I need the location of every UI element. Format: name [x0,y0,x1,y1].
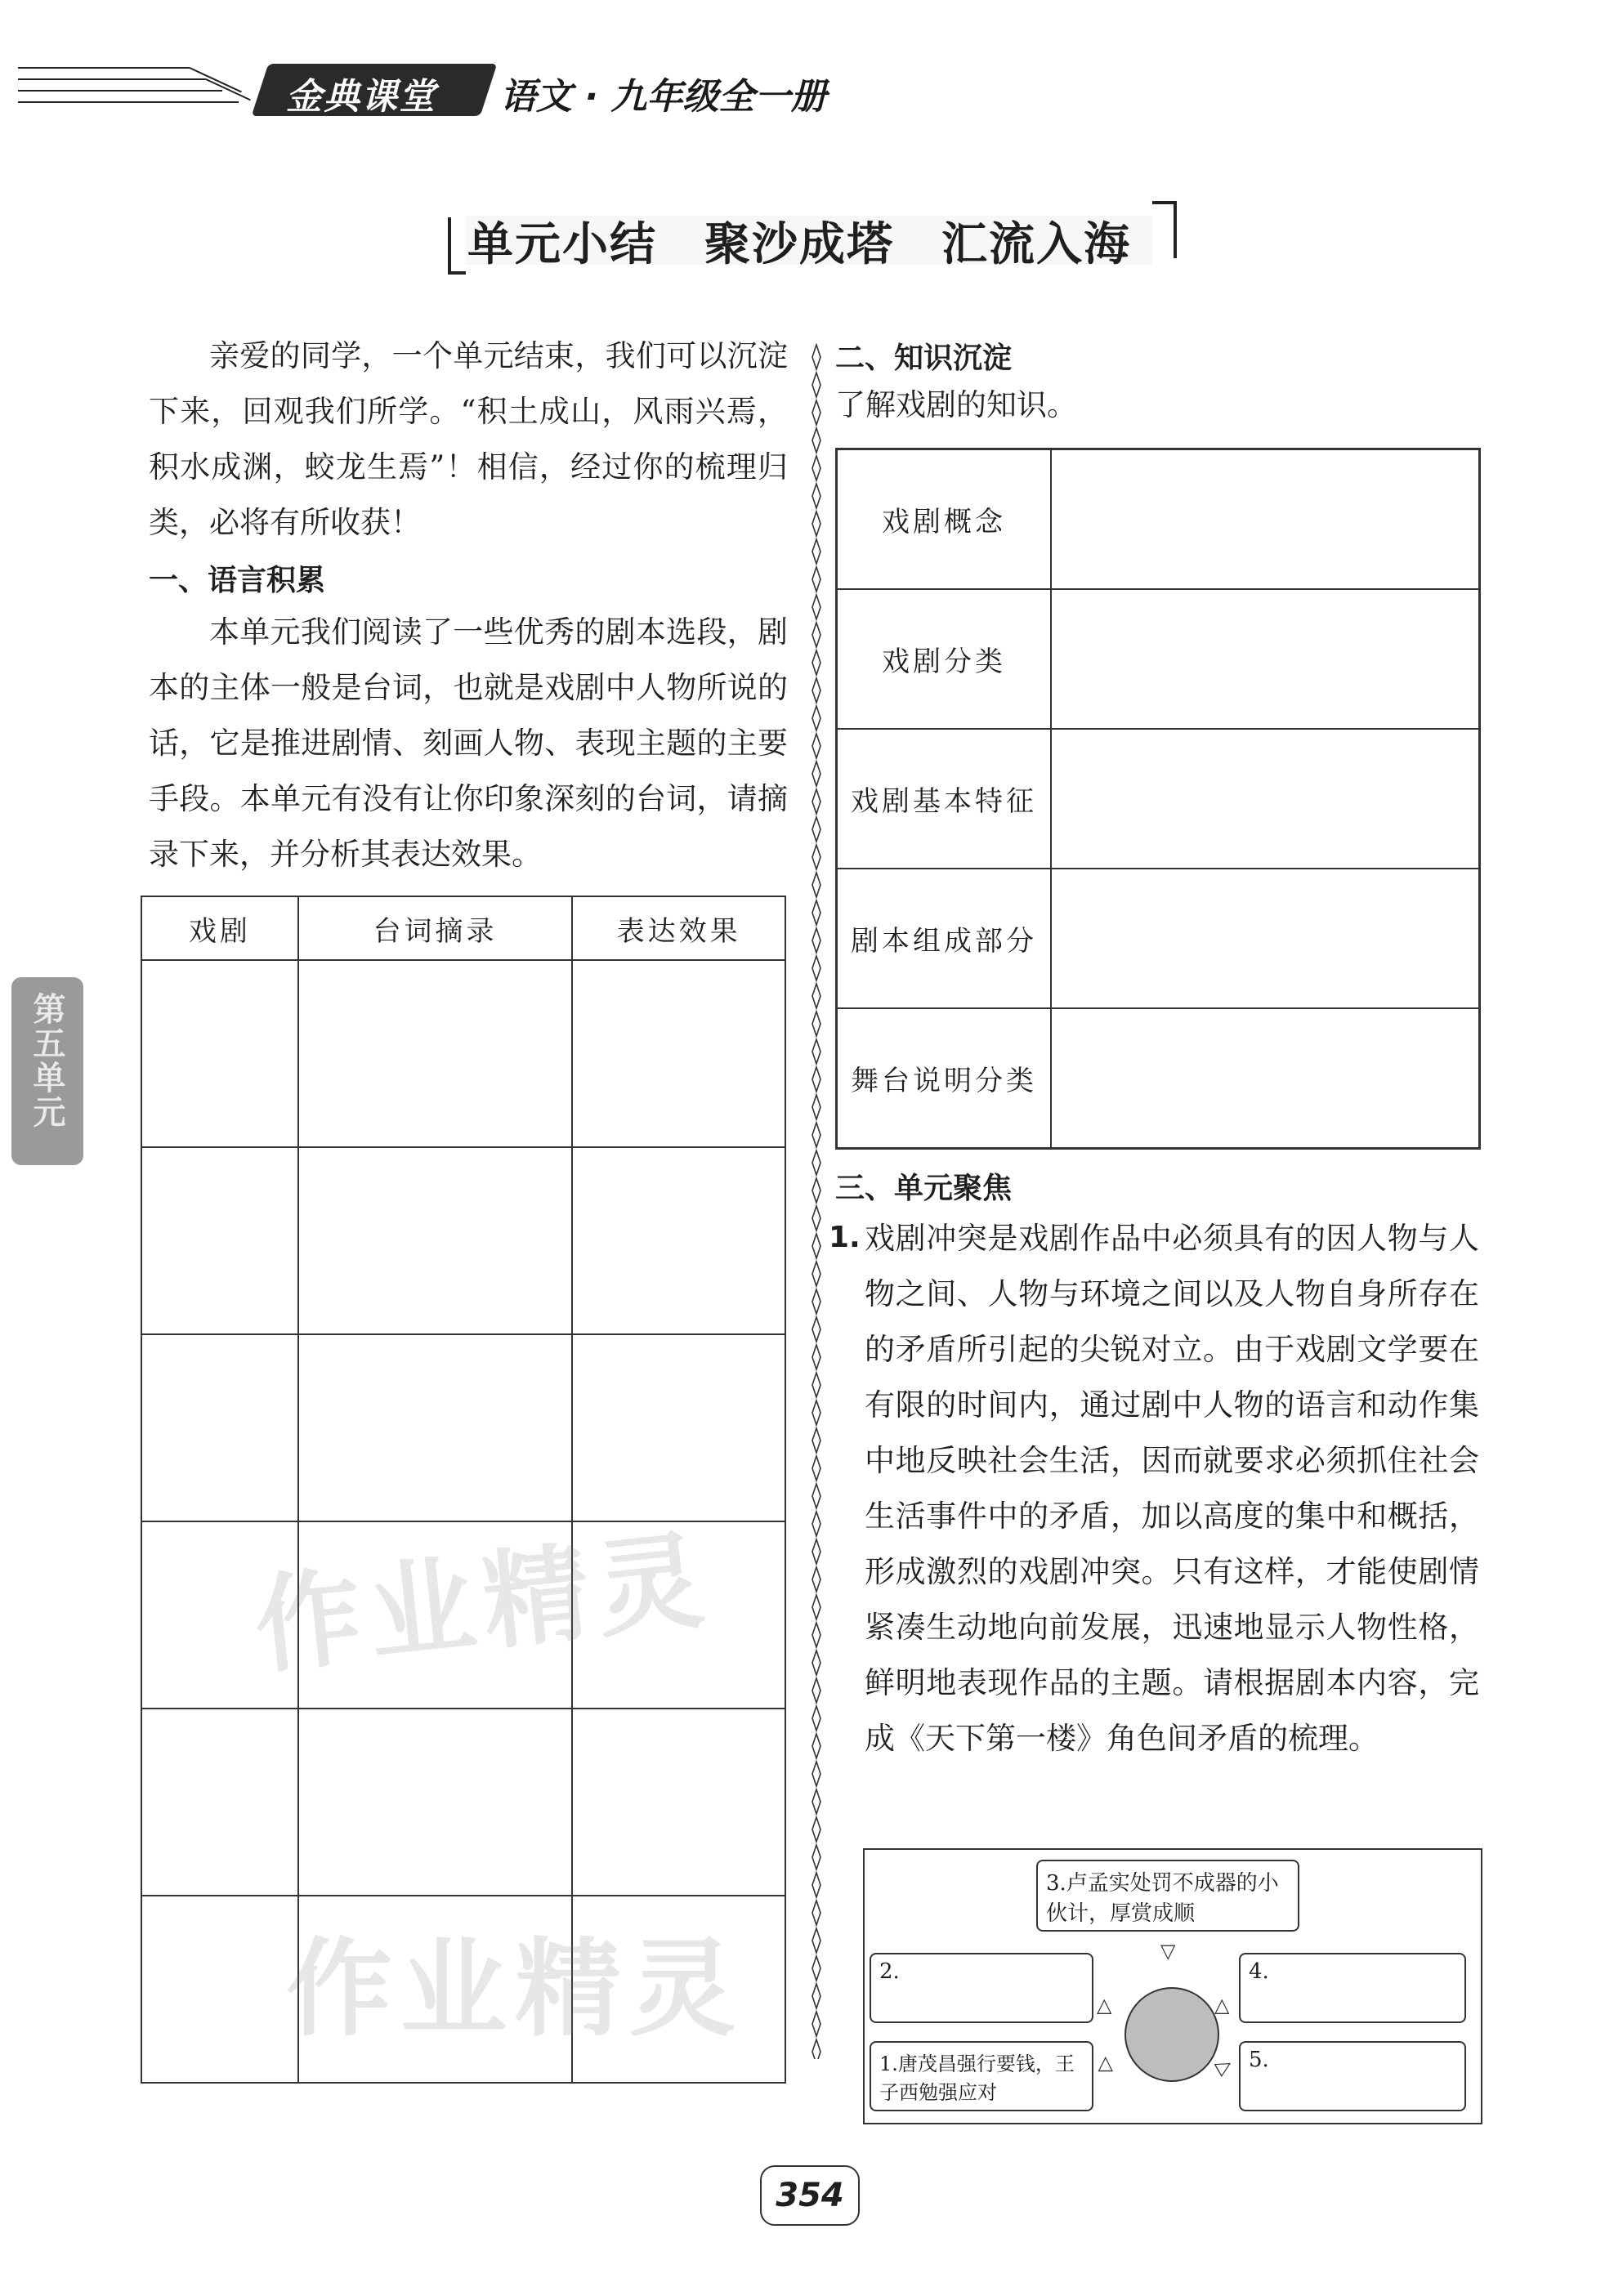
cell[interactable] [298,1709,573,1896]
arrow-lower-right-icon: ▷ [1211,2052,1236,2079]
arrow-right-icon: △ [1214,1994,1230,2017]
table-row [141,1147,785,1334]
diagram-box-4[interactable]: 4. [1239,1953,1466,2023]
section1-heading: 一、语言积累 [149,564,326,597]
cell[interactable] [141,1334,298,1521]
cell[interactable] [298,1147,573,1334]
quote-table-header [141,896,785,960]
cell[interactable] [298,1334,573,1521]
row-label: 剧本组成部分 [837,869,1052,1008]
page-number: 354 [760,2165,860,2226]
diagram-box-1: 1.唐茂昌强行要钱，王子西勉强应对 [870,2041,1093,2111]
table-row [141,1709,785,1896]
table-row [837,729,1480,869]
arrow-down-icon: ▽ [1160,1940,1176,1963]
watermark: 作业精灵 [248,1517,718,1689]
col-header-effect: 表达效果 [572,896,785,960]
table-row [837,449,1480,590]
arrow-left-icon: △ [1097,1994,1112,2017]
row-label: 戏剧基本特征 [837,729,1052,869]
brand-name: 金典课堂 [286,76,436,118]
cell[interactable] [141,960,298,1147]
answer-cell[interactable] [1051,589,1480,729]
drama-knowledge-table [835,448,1481,1150]
cell[interactable] [141,1896,298,2083]
col-header-quote: 台词摘录 [298,896,573,960]
cell[interactable] [572,1334,785,1521]
row-label: 戏剧概念 [837,449,1052,590]
question-number: 1. [829,1221,861,1254]
center-circle [1124,1987,1219,2082]
section3-heading: 三、单元聚焦 [835,1172,1013,1205]
column-divider [811,343,822,2059]
diagram-box-2[interactable]: 2. [870,1953,1093,2023]
cell[interactable] [141,1147,298,1334]
question-text: 戏剧冲突是戏剧作品中必须具有的因人物与人物之间、人物与环境之间以及人物自身所存在的矛盾所引起的尖锐对立。由于戏剧文学要在有限的时间内，通过剧中人物的语言和动作集中地反映社会生活，因而就要求必须抓住社会生活事件中的矛盾，加以高度的集中和概括，形成激烈的戏剧冲突。只有这样，才能使剧情紧凑生动地向前发展，迅速地显示人物性格，鲜明地表现作品的主题。请根据剧本内容，完成《天下第一楼》角色间矛盾的梳理。 [865,1221,1479,1756]
cell[interactable] [141,1709,298,1896]
unit-side-tab-label: 第五单元 [28,992,65,1129]
section2-subheading: 了解戏剧的知识。 [835,387,1077,422]
answer-cell[interactable] [1051,1008,1480,1149]
diagram-box-3: 3.卢孟实处罚不成器的小伙计，厚赏成顺 [1036,1860,1299,1932]
row-label: 戏剧分类 [837,589,1052,729]
table-row [141,1334,785,1521]
cell[interactable] [572,1147,785,1334]
intro-paragraph: 亲爱的同学，一个单元结束，我们可以沉淀下来，回观我们所学。“积土成山，风雨兴焉，积水成渊，蛟龙生焉”！相信，经过你的梳理归类，必将有所收获！ [149,338,788,540]
table-row [141,960,785,1147]
watermark: 作业精灵 [286,1927,744,2051]
col-header-drama: 戏剧 [141,896,298,960]
section2-heading: 二、知识沉淀 [835,342,1013,375]
subject-title: 语文 · 九年级全一册 [500,76,827,118]
answer-cell[interactable] [1051,449,1480,590]
conflict-diagram [863,1848,1482,2124]
table-row [837,1008,1480,1149]
table-row [837,589,1480,729]
cell[interactable] [298,960,573,1147]
table-row [837,869,1480,1008]
cell[interactable] [572,1709,785,1896]
page-title: 单元小结 聚沙成塔 汇流入海 [467,217,1131,271]
arrow-lower-left-icon: ▷ [1093,2056,1116,2072]
cell[interactable] [572,960,785,1147]
row-label: 舞台说明分类 [837,1008,1052,1149]
diagram-box-5[interactable]: 5. [1239,2041,1466,2111]
section1-paragraph: 本单元我们阅读了一些优秀的剧本选段，剧本的主体一般是台词，也就是戏剧中人物所说的话，它是推进剧情、刻画人物、表现主题的主要手段。本单元有没有让你印象深刻的台词，请摘录下来，并分析其表达效果。 [149,614,788,872]
answer-cell[interactable] [1051,729,1480,869]
answer-cell[interactable] [1051,869,1480,1008]
